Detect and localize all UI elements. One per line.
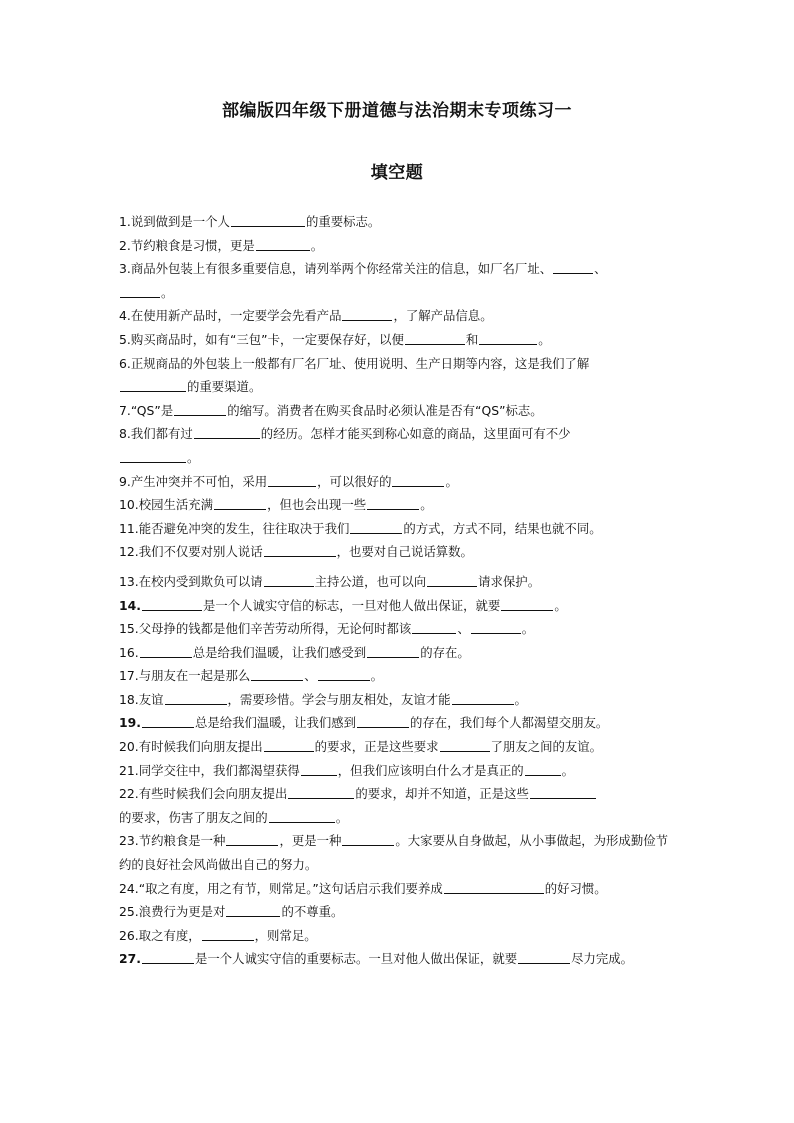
- answer-blank[interactable]: [412, 621, 456, 634]
- answer-blank[interactable]: [288, 786, 354, 799]
- question-item: 11.能否避免冲突的发生，往往取决于我们 的方式，方式不同，结果也就不同。: [119, 520, 602, 536]
- answer-blank[interactable]: [264, 574, 314, 587]
- question-list: [119, 210, 669, 971]
- question-item: 17.与朋友在一起是那么 、 。: [119, 668, 384, 684]
- question-item: 12.我们不仅要对别人说话 ，也要对自己说话算数。: [119, 544, 473, 560]
- answer-blank[interactable]: [350, 521, 402, 534]
- question-item: 7.“QS”是 的缩写。消费者在购买食品时必须认准是否有“QS”标志。: [119, 402, 543, 418]
- answer-blank[interactable]: [120, 450, 186, 463]
- question-item: 18.友谊 ，需要珍惜。学会与朋友相处，友谊才能 。: [119, 691, 527, 707]
- answer-blank[interactable]: [231, 214, 305, 227]
- answer-blank[interactable]: [367, 645, 419, 658]
- answer-blank[interactable]: [501, 598, 553, 611]
- question-item: 25.浪费行为更是对 的不尊重。: [119, 904, 344, 920]
- question-item: 27. 是一个人诚实守信的重要标志。一旦对他人做出保证，就要 尽力完成。: [119, 951, 634, 967]
- answer-blank[interactable]: [553, 261, 593, 274]
- question-item: 4.在使用新产品时，一定要学会先看产品 ，了解产品信息。: [119, 308, 493, 324]
- answer-blank[interactable]: [357, 715, 409, 728]
- question-item: 26.取之有度， ，则常足。: [119, 927, 317, 943]
- question-item: 20.有时候我们向朋友提出 的要求，正是这些要求 了朋友之间的友谊。: [119, 739, 603, 755]
- answer-blank[interactable]: [530, 786, 596, 799]
- question-item: 9.产生冲突并不可怕，采用 ，可以很好的 。: [119, 473, 458, 489]
- answer-blank[interactable]: [194, 426, 260, 439]
- answer-blank[interactable]: [165, 692, 227, 705]
- question-item: 13.在校内受到欺负可以请 主持公道，也可以向 请求保护。: [119, 573, 541, 589]
- answer-blank[interactable]: [392, 474, 444, 487]
- page-title: 部编版四年级下册道德与法治期末专项练习一: [222, 101, 572, 121]
- question-item: 24.“取之有度，用之有节，则常足。”这句话启示我们要养成 的好习惯。: [119, 880, 607, 896]
- question-item: 6.正规商品的外包装上一般都有厂名厂址、使用说明、生产日期等内容，这是我们了解 的重要渠道。: [119, 355, 590, 395]
- answer-blank[interactable]: [301, 763, 337, 776]
- question-item: 1.说到做到是一个人 的重要标志。: [119, 214, 381, 229]
- question-item: 3.商品外包装上有很多重要信息，请列举两个你经常关注的信息，如厂名厂址、 、 。: [119, 261, 607, 300]
- answer-blank[interactable]: [264, 739, 314, 752]
- question-item: 21.同学交往中，我们都渴望获得 ，但我们应该明白什么才是真正的 。: [119, 762, 575, 778]
- question-item: 14. 是一个人诚实守信的标志，一旦对他人做出保证，就要 。: [119, 597, 567, 613]
- question-item: 10.校园生活充满 ，但也会出现一些 。: [119, 497, 433, 513]
- answer-blank[interactable]: [140, 645, 192, 658]
- answer-blank[interactable]: [427, 574, 477, 587]
- answer-blank[interactable]: [367, 497, 419, 510]
- answer-blank[interactable]: [120, 379, 186, 392]
- question-item: 8.我们都有过 的经历。怎样才能买到称心如意的商品，这里面可有不少 。: [119, 426, 571, 465]
- answer-blank[interactable]: [226, 833, 278, 846]
- question-item: 22.有些时候我们会向朋友提出 的要求，却并不知道，正是这些 的要求，伤害了朋友之间的 。: [119, 782, 669, 829]
- answer-blank[interactable]: [142, 598, 202, 611]
- answer-blank[interactable]: [256, 238, 310, 251]
- question-item: 19. 总是给我们温暖，让我们感到 的存在，我们每个人都渴望交朋友。: [119, 715, 609, 731]
- answer-blank[interactable]: [268, 474, 316, 487]
- answer-blank[interactable]: [471, 621, 521, 634]
- answer-blank[interactable]: [444, 881, 544, 894]
- answer-blank[interactable]: [226, 904, 280, 917]
- answer-blank[interactable]: [142, 715, 194, 728]
- answer-blank[interactable]: [405, 332, 465, 345]
- answer-blank[interactable]: [318, 668, 370, 681]
- answer-blank[interactable]: [202, 928, 254, 941]
- section-title: 填空题: [370, 163, 424, 183]
- answer-blank[interactable]: [174, 403, 226, 416]
- answer-blank[interactable]: [120, 285, 160, 298]
- answer-blank[interactable]: [214, 497, 266, 510]
- question-item: 16. 总是给我们温暖，让我们感受到 的存在。: [119, 644, 470, 660]
- answer-blank[interactable]: [452, 692, 514, 705]
- answer-blank[interactable]: [342, 833, 394, 846]
- question-item: 2.节约粮食是习惯，更是 。: [119, 237, 324, 253]
- answer-blank[interactable]: [518, 951, 570, 964]
- question-item: 5.购买商品时，如有“三包”卡，一定要保存好，以便 和 。: [119, 331, 551, 347]
- answer-blank[interactable]: [269, 810, 335, 823]
- answer-blank[interactable]: [264, 544, 336, 557]
- answer-blank[interactable]: [525, 763, 561, 776]
- answer-blank[interactable]: [251, 668, 303, 681]
- question-item: 15.父母挣的钱都是他们辛苦劳动所得，无论何时都该 、 。: [119, 621, 535, 637]
- answer-blank[interactable]: [479, 332, 537, 345]
- answer-blank[interactable]: [342, 308, 392, 321]
- answer-blank[interactable]: [142, 951, 194, 964]
- answer-blank[interactable]: [440, 739, 490, 752]
- question-item: 23.节约粮食是一种 ，更是一种 。大家要从自身做起，从小事做起，为形成勤俭节约的良好社会风尚做出自己的努力。: [119, 833, 668, 873]
